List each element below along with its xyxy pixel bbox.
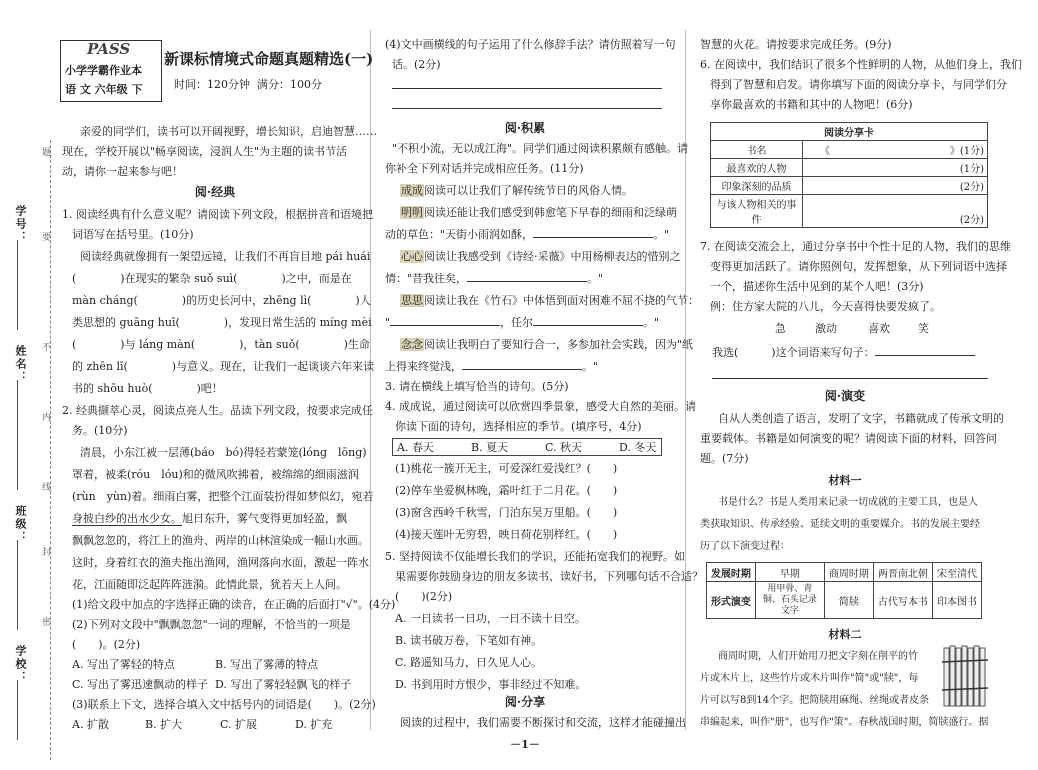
dialog-text: 。" (582, 360, 599, 373)
question-text: 享你最喜欢的书籍和其中的人物吧！(6分) (710, 98, 913, 111)
seal-char: 要 (42, 233, 52, 243)
title-box (162, 44, 374, 102)
student-id-label: 学号： (14, 205, 27, 244)
brand-line2: 语 文 六年级 下 (65, 83, 143, 96)
table-header: 早期 (755, 563, 824, 582)
passage-line: 罩着，被柔(róu lóu)和的微风吹拂着，被绵绵的细雨滋润 (72, 468, 359, 481)
sub-question: ( )。(2分) (72, 638, 141, 651)
seal-char: 内 (42, 413, 52, 423)
page-number: －1－ (510, 738, 540, 751)
material-text: 片可以写8到14个字。把简牍用麻绳、丝绳或者皮条 (700, 695, 930, 706)
dialog-text: 阅读可以让我们了解传统节日的风俗人情。 (424, 184, 633, 197)
sub-question: (2)下列对文段中"飘飘忽忽"一词的理解，不恰当的一项是 (72, 618, 351, 631)
dialog-text: 阅读让我感受到《诗经·采薇》中用杨柳表达的惜别之 (424, 250, 681, 263)
material-1-heading: 材料一 (828, 474, 862, 487)
dialog-text: 阅读还能让我们感受到韩愈笔下早春的细雨和泛绿萌 (424, 206, 677, 219)
section-heading-accumulate: 阅·积累 (504, 121, 546, 135)
season-options-box (392, 438, 662, 456)
dialog-line (400, 184, 633, 197)
sub-question: (4)文中画横线的句子运用了什么修辞手法？请仿照着写一句 (385, 38, 676, 51)
name-label: 姓名： (14, 345, 27, 384)
option-d: D. 扩充 (295, 718, 333, 731)
table-header: 两晋南北朝 (873, 563, 932, 582)
word-choice: 喜欢 (868, 322, 890, 335)
material-text: 商周时期，人们开始用刀把文字刻在削平的竹 (718, 651, 918, 662)
table-cell: 印本图书 (933, 582, 982, 619)
option-a: A. 一日读书一日功，一日不读十日空。 (395, 612, 586, 625)
question-2: 2. 经典撷萃心灵，阅读点亮人生。品读下列文段，按要求完成任 (62, 404, 373, 417)
material-text: 书是什么？书是人类用来记录一切成就的主要工具，也是人 (718, 497, 978, 508)
fill-blank[interactable] (467, 281, 587, 282)
pass-logo: PASS (87, 40, 131, 58)
question-5: 5. 坚持阅读不仅能增长我们的学识，还能拓宽我们的视野。如 (385, 550, 685, 563)
dialog-text: 。" (587, 272, 604, 285)
table-header: 宋至清代 (933, 563, 982, 582)
table-header: 发展时期 (707, 563, 756, 582)
intro-line: 现在，学校开展以"畅享阅读，浸润人生"为主题的读书节活 (62, 145, 348, 158)
paragraph: 自从人类创造了语言，发明了文字，书籍就成了传承文明的 (718, 412, 1004, 425)
option-a: A. 扩散 (72, 718, 109, 731)
question-text: 的 zhēn lǐ( )与意义。现在，让我们一起谈谈六年来读 (72, 360, 375, 373)
option-c: C. 路遥知马力，日久见人心。 (395, 656, 543, 669)
section-heading-share: 阅·分享 (504, 695, 546, 709)
material-text: 片或木片上，这些竹片或木片叫作"简"或"牍"，每 (700, 673, 919, 684)
material-text: 类获取知识、传承经验、延续文明的重要媒介。书的发展主要经 (700, 519, 980, 530)
prompt-text: 我选( )这个词语来写句子： (712, 346, 875, 359)
option-d: D. 冬天 (619, 441, 657, 454)
speaker-tag: 明明 (401, 206, 423, 219)
seal-char: 封 (42, 548, 52, 558)
school-label: 学校： (14, 645, 27, 684)
section-heading-classic: 阅·经典 (194, 185, 236, 199)
speaker-tag: 思思 (401, 294, 423, 307)
word-choice: 急 (775, 322, 786, 335)
card-value[interactable]: (1分) (803, 159, 988, 177)
card-value[interactable]: (2分) (803, 195, 988, 228)
passage-line: 这时，身着红衣的渔夫拖出渔网，渔网落向水面，激起一阵水 (72, 556, 369, 569)
card-title: 阅读分享卡 (711, 123, 988, 141)
question-text: 务。(10分) (72, 424, 128, 437)
paragraph: "不积小流，无以成江海"。同学们通过阅读积累颇有感触。请 (392, 142, 689, 155)
sub-question: (3)联系上下文，选择合填入文中括号内的词语是( )。(2分) (72, 698, 376, 711)
option-b: B. 读书破万卷，下笔如有神。 (395, 634, 543, 647)
question-text: 词语写在括号里。(10分) (72, 228, 194, 241)
speaker-tag: 成成 (401, 184, 423, 197)
seal-char: 不 (42, 343, 52, 353)
option-c: C. 写出了雾迅速飘动的样子 (72, 678, 209, 691)
question-6: 6. 在阅读中，我们结识了很多个性鲜明的人物，从他们身上，我们 (700, 58, 1022, 71)
sub-question: (1)桃花一簇开无主，可爱深红爱浅红？( ) (395, 462, 618, 475)
brand-box (60, 40, 162, 102)
paragraph: 你补全下列对话并完成相应任务。(11分) (385, 162, 584, 175)
dialog-text: 情："昔我往矣， (385, 272, 468, 285)
option-c: C. 扩展 (220, 718, 258, 731)
material-2-heading: 材料二 (828, 628, 862, 641)
answer-prompt (712, 346, 975, 359)
question-text: ( )在现实的繁杂 suǒ suì( )之中，而是在 (72, 272, 352, 285)
option-b: B. 夏天 (471, 441, 509, 454)
paragraph: 题。(7分) (700, 452, 749, 465)
example-sentence: 例：住方家大院的八儿，今天喜得快要发疯了。 (710, 300, 941, 313)
material-text: 串编起来，叫作"册"，也写作"策"。春秋战国时期，简牍盛行。据 (700, 717, 989, 728)
card-label: 印象深刻的品质 (711, 177, 803, 195)
class-line (17, 540, 18, 630)
seal-char: 题 (42, 148, 52, 158)
question-7: 7. 在阅读交流会上，通过分享书中个性十足的人物，我们的思维 (700, 240, 1011, 253)
card-label: 与该人物相关的事件 (711, 195, 803, 228)
speaker-tag: 念念 (401, 338, 423, 351)
sub-question: (3)窗含西岭千秋雪，门泊东吴万里船。( ) (395, 506, 618, 519)
table-cell: 简牍 (824, 582, 873, 619)
paragraph: 重要载体。书籍是如何演变的呢？请阅读下面的材料，回答问 (700, 432, 997, 445)
binding-margin (0, 0, 52, 770)
question-text: 变得更加活跃了。请你照例句，发挥想象，从下列词语中选择 (710, 260, 1007, 273)
passage-line: 飘飘忽忽的，将江上的渔舟、两岸的山林渲染成一幅山水画。 (72, 534, 369, 547)
name-line (17, 380, 18, 490)
paragraph: 阅读的过程中，我们需要不断探讨和交流，这样才能碰撞出 (400, 716, 686, 729)
question-text: 类思想的 guāng huī( )，发现日常生活的 míng mèi (72, 316, 372, 329)
card-value[interactable]: (2分) (803, 177, 988, 195)
exam-time: 时间：120分钟 (174, 78, 250, 91)
dialog-text: 。" (653, 228, 670, 241)
exam-score: 满分：100分 (257, 78, 322, 91)
section-heading-evolution: 阅·演变 (824, 389, 866, 403)
table-header: 商周时期 (824, 563, 873, 582)
card-value[interactable]: 《 》(1分) (803, 141, 988, 159)
dialog-text: 。" (643, 316, 660, 329)
question-4: 4. 成成说，通过阅读可以欣赏四季景象，感受大自然的美丽。请 (385, 400, 696, 413)
card-label: 书名 (711, 141, 803, 159)
dialog-line (385, 316, 659, 329)
question-text: 你读下面的诗句，选择相应的季节。(填序号，4分) (395, 420, 642, 433)
class-label: 班级： (14, 505, 27, 544)
column-divider (685, 30, 686, 730)
question-text: 果需要你鼓励身边的朋友多读书、读好书，下列哪句话不合适？ (395, 570, 703, 583)
dialog-line (400, 338, 693, 351)
question-text: ( )与 láng màn( )，tàn suǒ( )生命 (72, 338, 370, 351)
student-id-line (17, 240, 18, 330)
question-1: 1. 阅读经典有什么意义呢？请阅读下列文段，根据拼音和语境把 (62, 208, 373, 221)
paragraph: 智慧的火花。请按要求完成任务。(9分) (700, 38, 892, 51)
speaker-tag: 心心 (401, 250, 423, 263)
seal-char: 密 (42, 618, 52, 628)
question-text: màn cháng( )的历史长河中，zhēng lì( )人 (72, 294, 371, 307)
card-label: 最喜欢的人物 (711, 159, 803, 177)
word-choice: 笑 (918, 322, 929, 335)
page-title: 新课标情境式命题真题精选(一) (164, 50, 374, 68)
question-text: 一个，描述你生活中见到的某个人吧！(3分) (710, 280, 924, 293)
word-choice: 激动 (815, 322, 837, 335)
question-text: 得到了智慧和启发。请你填写下面的阅读分享卡，与同学们分 (710, 78, 1007, 91)
question-text: 书的 shōu huò( )吧！ (72, 382, 223, 395)
passage-text: 旭日东升，雾气变得更加轻盈，飘 (182, 512, 347, 525)
option-b: B. 扩大 (145, 718, 183, 731)
intro-line: 亲爱的同学们，读书可以开阔视野，增长知识，启迪智慧…… (80, 125, 377, 138)
passage-line: (rùn yùn)着。细雨白雾，把整个江面装扮得如梦似幻，宛若 (72, 490, 374, 503)
dialog-line (400, 294, 699, 307)
option-d: D. 写出了雾轻轻飘飞的样子 (215, 678, 352, 691)
underlined-sentence: 身披白纱的出水少女。 (72, 512, 182, 525)
option-a: A. 春天 (397, 441, 434, 454)
table-cell: 形式演变 (707, 582, 756, 619)
material-text: 历了以下演变过程： (700, 541, 790, 552)
book-evolution-table (706, 562, 982, 619)
sub-question: (2)停车坐爱枫林晚，霜叶红于二月花。( ) (395, 484, 618, 497)
answer-line[interactable] (392, 88, 662, 89)
sub-question: (4)接天莲叶无穷碧，映日荷花别样红。( ) (395, 528, 618, 541)
answer-line[interactable] (392, 108, 662, 109)
question-text: ( )(2分) (395, 590, 453, 603)
dialog-text: ，任尔 (500, 316, 534, 329)
dialog-text: 阅读让我明白了要知行合一，多参加社会实践，因为"纸 (424, 338, 694, 351)
passage-line (72, 512, 347, 525)
school-line (17, 680, 18, 740)
dialog-line (400, 206, 677, 219)
fill-blank[interactable] (390, 325, 500, 326)
dialog-line (385, 360, 598, 373)
answer-line[interactable] (712, 378, 988, 379)
fill-blank[interactable] (462, 369, 582, 370)
seal-char: 线 (42, 483, 52, 493)
bamboo-slips-icon (940, 642, 990, 712)
dialog-text: 动的草色："天街小雨润如酥， (385, 228, 534, 241)
fill-blank[interactable] (875, 355, 975, 356)
option-a: A. 写出了雾轻的特点 (72, 658, 175, 671)
dialog-text: 上得来终觉浅， (385, 360, 462, 373)
fill-blank[interactable] (533, 325, 643, 326)
dialog-line (385, 228, 669, 241)
sub-question: (1)给文段中加点的字选择正确的读音，在正确的后面打"√"。(4分) (72, 598, 396, 611)
table-cell: 用甲骨、青铜、石头记录文字 (755, 582, 824, 619)
dialog-text: 阅读让我在《竹石》中体悟到面对困难不屈不挠的气节： (424, 294, 699, 307)
option-b: B. 写出了雾薄的特点 (215, 658, 319, 671)
fill-blank[interactable] (533, 237, 653, 238)
dialog-line (400, 250, 681, 263)
sub-question: 话。(2分) (392, 58, 441, 71)
intro-line: 动，请你一起来参与吧！ (62, 165, 183, 178)
brand-line1: 小学学霸作业本 (65, 64, 142, 77)
dialog-text: " (385, 316, 391, 329)
passage-line: 花，江面随即泛起阵阵涟漪。此情此景，犹若天上人间。 (72, 578, 347, 591)
question-3: 3. 请在横线上填写恰当的诗句。(5分) (385, 380, 569, 393)
question-text: 阅读经典就像拥有一架望远镜，让我们不再盲目地 pái huái (80, 250, 371, 263)
option-d: D. 书到用时方恨少，事非经过不知难。 (395, 678, 587, 691)
option-c: C. 秋天 (545, 441, 583, 454)
dialog-line (385, 272, 603, 285)
reading-share-card (710, 122, 988, 228)
passage-line: 清晨，小东江被一层薄(báo bó)得轻若蒙笼(lóng lōng) (80, 446, 367, 459)
table-cell: 古代写本书 (873, 582, 932, 619)
